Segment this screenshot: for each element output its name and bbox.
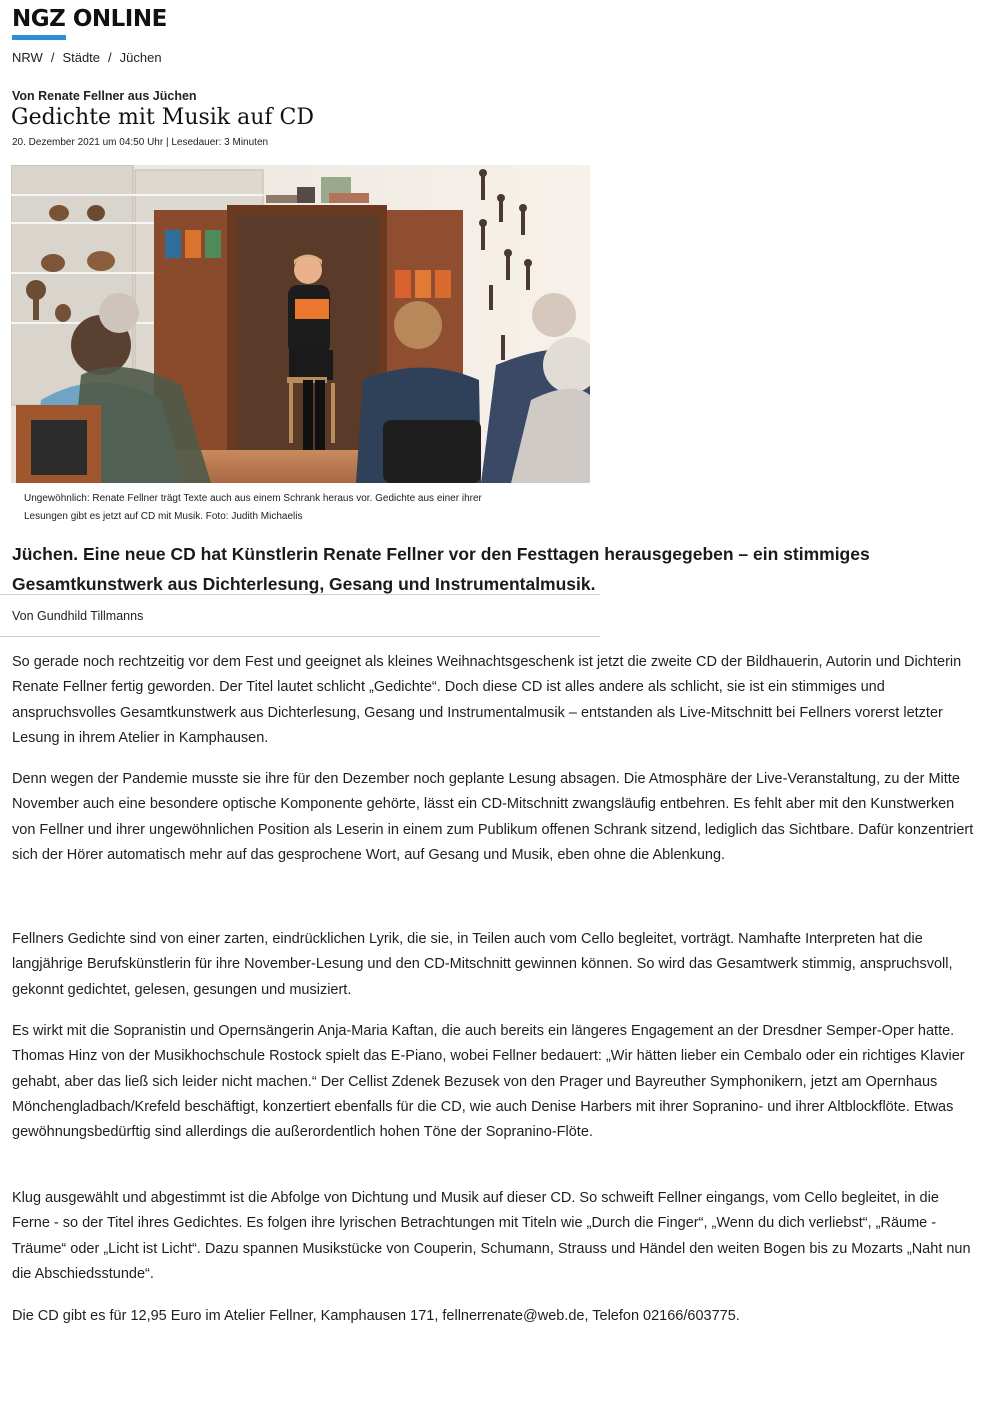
logo-online: ONLINE — [72, 6, 167, 32]
site-logo[interactable] — [12, 6, 167, 40]
article-kicker: Von Renate Fellner aus Jüchen — [12, 89, 197, 103]
breadcrumb-juechen[interactable]: Jüchen — [119, 50, 162, 65]
breadcrumb-nrw[interactable]: NRW — [12, 50, 43, 65]
article-meta: 20. Dezember 2021 um 04:50 Uhr | Lesedauer: 3 Minuten — [12, 137, 269, 148]
article-author: Von Gundhild Tillmanns — [12, 609, 144, 623]
article-paragraph: Es wirkt mit die Sopranistin und Opernsängerin Anja-Maria Kaftan, die auch bereits ein längeres Engagement an der Dresdner Semper-Oper hatte. Thomas Hinz von der Musikhochschule Rostock spielt das E-Piano, wobei Fellner bedauert: „Wir hätten lieber ein Cembalo oder ein richtiges Klavier gehabt, aber das ließ sich leider nicht machen.“ Der Cellist Zdenek Bezusek von den Prager und Bayreuther Symphonikern, jetzt am Opernhaus Mönchengladbach/Krefeld beschäftigt, konzertiert ebenfalls für die CD, wie auch Denise Harbers mit ihrer Sopranino- und ihrer Altblockflöte. Etwas gewöhnungsbedürftig sind allerdings die außerordentlich hohen Töne der Sopranino-Flöte. — [12, 1023, 965, 1141]
article-title: Gedichte mit Musik auf CD — [11, 105, 315, 130]
breadcrumb-staedte[interactable]: Städte — [62, 50, 101, 65]
article-lead: Jüchen. Eine neue CD hat Künstlerin Renate Fellner vor den Festtagen herausgegeben – ein stimmiges Gesamtkunstwerk aus Dichterlesung, Gesang und Instrumentalmusik. — [12, 544, 870, 594]
divider — [0, 636, 600, 637]
article-paragraph: Fellners Gedichte sind von einer zarten, eindrücklichen Lyrik, die sie, in Teilen auch vom Cello begleitet, vorträgt. Namhafte Interpreten hat die langjährige Berufskünstlerin für ihre November-Lesung und den CD-Mitschnitt gewinnen können. So wird das Gesamtwerk stimmig, anspruchsvoll, gekonnt gedichtet, gelesen, gesungen und musiziert. — [12, 931, 953, 998]
photo-caption: Ungewöhnlich: Renate Fellner trägt Texte auch aus einem Schrank heraus vor. Gedichte aus einer ihrer Lesungen gibt es jetzt auf CD mit Musik. Foto: Judith Michaelis — [24, 493, 482, 522]
breadcrumb-separator: / — [108, 50, 112, 65]
breadcrumb-separator: / — [50, 50, 55, 65]
article-paragraph: So gerade noch rechtzeitig vor dem Fest und geeignet als kleines Weihnachtsgeschenk ist jetzt die zweite CD der Bildhauerin, Autorin und Dichterin Renate Fellner fertig geworden. Der Titel lautet schlicht „Gedichte“. Doch diese CD ist alles andere als schlicht, sie ist ein stimmiges und anspruchsvolles Gesamtkunstwerk aus Dichterlesung, Gesang und Instrumentalmusik – entstanden als Live-Mitschnitt bei Fellners vorerst letzter Lesung in ihrem Atelier in Kamphausen. — [12, 654, 962, 746]
article-paragraph: Denn wegen der Pandemie musste sie ihre für den Dezember noch geplante Lesung absagen. Die Atmosphäre der Live-Veranstaltung, zu der Mitte November auch eine besondere optische Komponente gehörte, lässt ein CD-Mitschnitt zwangsläufig entbehren. Es fehlt aber mit den Kunstwerken von Fellner und ihrer ungewöhnlichen Position als Leserin in einem zum Publikum offenen Schrank sitzend, lediglich das Sichtbare. Dafür konzentriert sich der Hörer automatisch mehr auf das gesprochene Wort, auf Gesang und Musik, eben ohne die Ablenkung. — [12, 771, 974, 863]
breadcrumb — [12, 50, 162, 65]
article-paragraph: Klug ausgewählt und abgestimmt ist die Abfolge von Dichtung und Musik auf dieser CD. So schweift Fellner eingangs, vom Cello begleitet, in die Ferne - so der Titel ihres Gedichtes. Es folgen ihre lyrischen Betrachtungen mit Titeln wie „Durch die Finger“, „Wenn du dich verliebst“, „Räume -Träume“ oder „Licht ist Licht“. Dazu spannen Musikstücke von Couperin, Schumann, Strauss und Händel den weiten Bogen bis zu Mozarts „Naht nun die Abschiedsstunde“. — [12, 1190, 971, 1282]
logo-accent-bar — [12, 35, 66, 40]
logo-wordmark — [12, 6, 167, 32]
article-photo — [11, 165, 590, 483]
article-paragraph: Die CD gibt es für 12,95 Euro im Atelier Fellner, Kamphausen 171, fellnerrenate@web.de, Telefon 02166/603775. — [12, 1308, 740, 1324]
divider — [0, 594, 600, 595]
logo-ngz: NGZ — [12, 6, 66, 32]
